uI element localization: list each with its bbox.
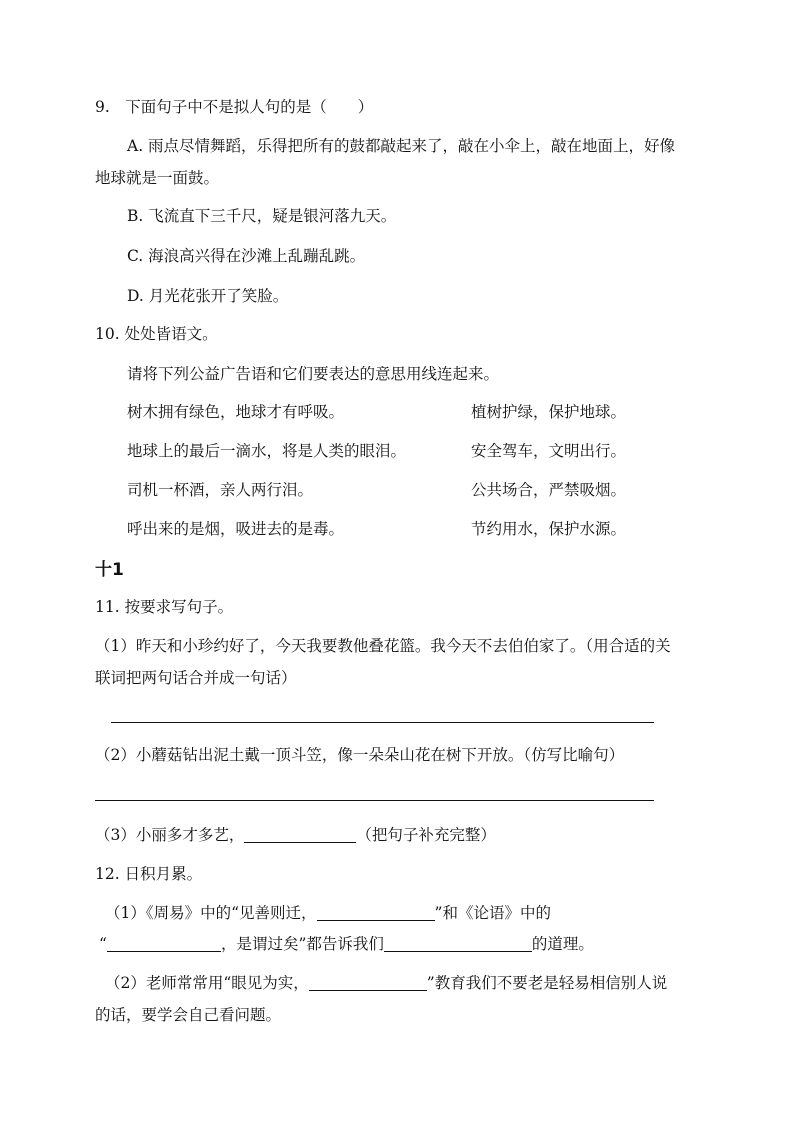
q12-part2-line1 (105, 973, 667, 993)
q11-part3-after: （把句子补充完整） (356, 826, 496, 844)
q10-instruction: 请将下列公益广告语和它们要表达的意思用线连起来。 (127, 365, 500, 383)
q12-part1-blank-2[interactable] (107, 935, 221, 952)
q11-part2-answer-line[interactable] (95, 800, 654, 801)
q9-option-b: B. 飞流直下三千尺，疑是银河落九天。 (127, 207, 397, 225)
q11-part3-blank[interactable] (244, 826, 356, 843)
q10-right-item: 节约用水，保护水源。 (471, 520, 627, 538)
q9-option-a-line2: 地球就是一面鼓。 (95, 169, 220, 187)
q12-part1-text-b: ”和《论语》中的 (434, 904, 551, 922)
q12-part1-text-e: 的道理。 (531, 935, 594, 953)
q10-right-item: 公共场合，严禁吸烟。 (471, 481, 627, 499)
q10-right-item: 安全驾车，文明出行。 (471, 442, 627, 460)
q12-part1-text-c: “ (99, 935, 107, 953)
q11-title: 11. 按要求写句子。 (95, 598, 234, 616)
q9-title: 9. 下面句子中不是拟人句的是（ ） (95, 98, 374, 116)
q11-part1-line1: （1）昨天和小珍约好了，今天我要教他叠花篮。我今天不去伯伯家了。（用合适的关 (95, 637, 671, 655)
q10-left-item: 呼出来的是烟，吸进去的是毒。 (127, 520, 345, 538)
q9-option-c: C. 海浪高兴得在沙滩上乱蹦乱跳。 (127, 247, 366, 265)
q12-part1-line2 (99, 934, 594, 954)
q12-part1-blank-1[interactable] (317, 904, 435, 921)
q12-part2-blank[interactable] (309, 974, 427, 991)
q9-option-a-line1: A. 雨点尽情舞蹈，乐得把所有的鼓都敲起来了，敲在小伞上，敲在地面上，好像 (127, 137, 676, 155)
q12-part1-text-a: （1）《周易》中的“见善则迁， (105, 904, 317, 922)
q12-part2-line2: 的话，要学会自己看问题。 (95, 1006, 282, 1024)
q12-part2-text-a: （2）老师常常用“眼见为实， (105, 974, 309, 992)
q12-part1-blank-3[interactable] (384, 935, 532, 952)
section-heading: 十1 (95, 560, 124, 580)
q10-title: 10. 处处皆语文。 (95, 325, 218, 343)
q10-left-item: 司机一杯酒，亲人两行泪。 (127, 481, 314, 499)
q10-left-item: 树木拥有绿色，地球才有呼吸。 (127, 403, 345, 421)
q11-part1-line2: 联词把两句话合并成一句话） (95, 669, 297, 687)
q12-part2-text-b: ”教育我们不要老是轻易相信别人说 (426, 974, 668, 992)
q11-part3 (95, 825, 496, 845)
q12-title: 12. 日积月累。 (95, 865, 203, 883)
q11-part3-before: （3）小丽多才多艺， (95, 826, 245, 844)
q12-part1-text-d: ，是谓过矣”都告诉我们 (220, 935, 384, 953)
q11-part2: （2）小蘑菇钻出泥土戴一顶斗笠，像一朵朵山花在树下开放。（仿写比喻句） (95, 746, 625, 764)
q10-left-item: 地球上的最后一滴水，将是人类的眼泪。 (127, 442, 407, 460)
q11-part1-answer-line[interactable] (111, 722, 654, 723)
q10-right-item: 植树护绿，保护地球。 (471, 403, 627, 421)
q9-option-d: D. 月光花张开了笑脸。 (127, 287, 289, 305)
q12-part1-line1 (105, 903, 551, 923)
